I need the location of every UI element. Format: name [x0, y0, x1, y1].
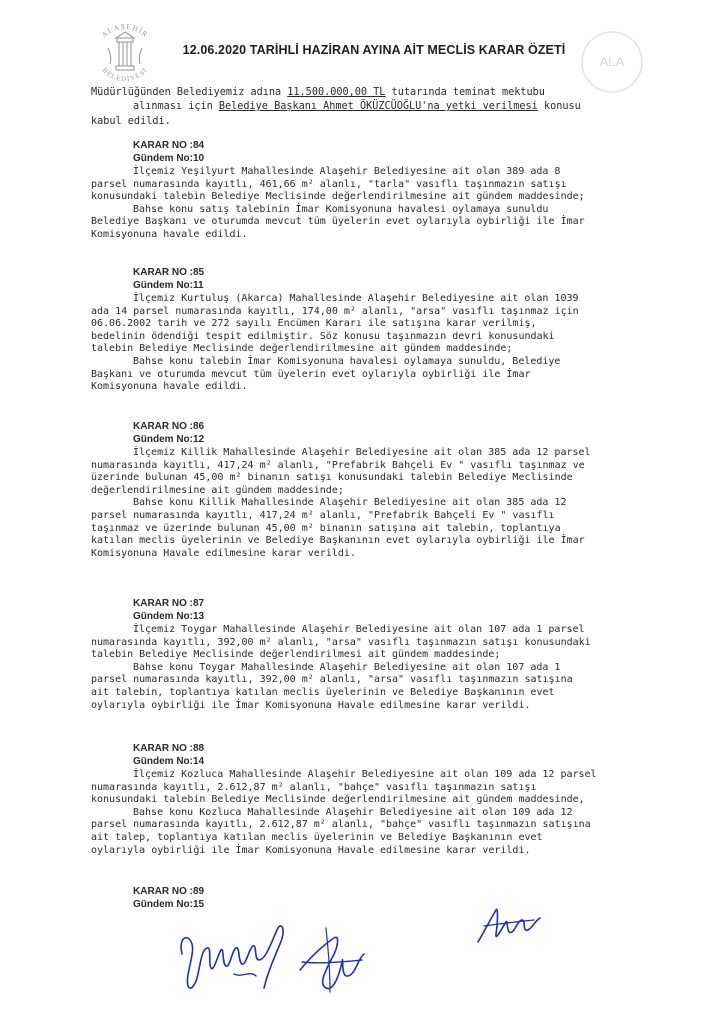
decision-line: numarasında kayıtlı, 417,24 m² alanlı, "Prefabrik Bahçeli Ev " vasıflı taşınmaz ve — [91, 459, 585, 471]
watermark-text: ALA — [599, 54, 625, 69]
agenda-number: Gündem No:14 — [133, 755, 205, 767]
document-title: 12.06.2020 TARİHLİ HAZİRAN AYINA AİT MECLİS KARAR ÖZETİ — [182, 43, 566, 57]
decision-line: Belediye Başkanı ve oturumda mevcut tüm üyelerin evet oylarıyla oybirliği ile İmar — [91, 216, 585, 228]
decision-line: parsel numarasında kayıtlı, 392,00 m² alanlı, "arsa" vasıflı taşınmazın satışına — [91, 674, 573, 686]
decision-line: taşınmaz ve üzerinde bulunan 45,00 m² binanın satışına ait talebin, toplantıya — [91, 522, 561, 534]
decision-line: katılan meclis üyelerinin ve Belediye Başkanının evet oylarıyla oybirliği ile İmar — [91, 535, 585, 547]
decision-line: Bahse konu Toygar Mahallesinde Alaşehir Belediyesine ait olan 107 ada 1 — [133, 661, 561, 673]
decision-line: İlçemiz Killik Mahallesinde Alaşehir Belediyesine ait olan 385 ada 12 parsel — [133, 447, 591, 458]
intro-paragraph — [91, 86, 631, 129]
decision-line: Bahse konu satış talebinin İmar Komisyonuna havalesi oylamaya sunuldu — [133, 203, 549, 215]
intro-line-1: Müdürlüğünden Belediyemiz adına 11.500.000,00 TL tutarında teminat mektubu — [91, 87, 545, 98]
decision-line: Bahse konu Killik Mahallesinde Alaşehir Belediyesine ait olan 385 ada 12 — [133, 497, 567, 509]
decision-line: ait talep, toplantıya katılan meclis üyelerinin ve Belediye Başkanının evet — [91, 831, 543, 843]
agenda-number: Gündem No:11 — [133, 279, 204, 291]
decision-line: Komisyonuna Havale edilmesine karar verildi. — [91, 547, 356, 559]
decision-number: KARAR NO :86 — [133, 421, 205, 432]
municipality-logo — [86, 18, 164, 84]
decision-line: parsel numarasında kayıtlı, 461,66 m² alanlı, "tarla" vasıflı taşınmazın satışı — [91, 178, 567, 190]
decision-85 — [91, 267, 639, 394]
decision-line: İlçemiz Kurtuluş (Akarca) Mahallesinde Alaşehir Belediyesine ait olan 1039 — [133, 293, 579, 304]
decision-line: oylarıyla oybirliği ile İmar Komisyonuna Havale edilmesine karar verildi. — [91, 699, 531, 711]
decision-89 — [91, 886, 639, 912]
decision-line: talebin Belediye Meclisinde değerlendirilmesine ait gündem maddesinde; — [91, 343, 513, 355]
decision-number: KARAR NO :85 — [133, 267, 205, 278]
decision-number: KARAR NO :89 — [133, 886, 205, 897]
decision-number: KARAR NO :87 — [133, 598, 205, 609]
decision-line: ada 14 parsel numarasında kayıtlı, 174,00 m² alanlı, "arsa" vasıflı taşınmaz için — [91, 305, 579, 317]
agenda-number: Gündem No:10 — [133, 152, 205, 164]
decision-line: numarasında kayıtlı, 2.612,87 m² alanlı, "bahçe" vasıflı taşınmazın satışı — [91, 781, 537, 793]
decision-line: talebin Belediye Meclisinde değerlendirilmesi ait gündem maddesinde; — [91, 649, 501, 661]
svg-text:ALAŞEHİR: ALAŞEHİR — [99, 21, 151, 40]
decision-line: Başkanı ve oturumda mevcut tüm üyelerin evet oylarıyla oybirliği ile İmar — [91, 368, 531, 380]
signature-1 — [176, 914, 294, 994]
signature-2 — [296, 918, 368, 994]
decision-line: 06.06.2002 tarih ve 272 sayılı Encümen Kararı ile satışına karar verilmiş, — [91, 318, 537, 330]
guarantee-amount: 11.500.000,00 TL — [287, 87, 386, 98]
decision-line: üzerinde bulunan 45,00 m² binanın satışı konusundaki talebin Belediye Meclisinde — [91, 472, 573, 484]
decision-line: İlçemiz Yeşilyurt Mahallesinde Alaşehir Belediyesine ait olan 389 ada 8 — [133, 166, 561, 177]
decision-line: parsel numarasında kayıtlı, 2.612,87 m² alanlı, "bahçe" vasıflı taşınmazın satışına — [91, 819, 591, 831]
decision-line: konusundaki talebin Belediye Meclisinde değerlendirilmesine ait gündem maddesinde; — [91, 191, 585, 203]
mayor-authorization: Belediye Başkanı Ahmet ÖKÜZCÜOĞLU'na yetki verilmesi — [218, 101, 538, 113]
intro-line-3: kabul edildi. — [91, 115, 171, 127]
decision-number: KARAR NO :88 — [133, 743, 205, 754]
decision-84 — [91, 140, 639, 242]
agenda-number: Gündem No:12 — [133, 433, 205, 445]
decision-line: ait talebin, toplantıya katılan meclis üyelerinin ve Belediye Başkanının evet — [91, 686, 555, 698]
signature-3 — [474, 902, 544, 950]
decision-line: Komisyonuna havale edildi. — [91, 228, 248, 240]
decision-86 — [91, 421, 639, 560]
decision-line: bedelinin ödendiği tespit edilmiştir. Söz konusu taşınmazın devri konusundaki — [91, 330, 555, 342]
agenda-number: Gündem No:13 — [133, 610, 205, 622]
decision-line: oylarıyla oybirliği ile İmar Komisyonuna Havale edilmesine karar verildi. — [91, 844, 531, 856]
decision-88 — [91, 743, 639, 857]
decision-line: Bahse konu Kozluca Mahallesinde Alaşehir Belediyesine ait olan 109 ada 12 — [133, 806, 573, 818]
decision-line: değerlendirilmesine ait gündem maddesinde; — [91, 484, 344, 496]
svg-text:BELEDİYESİ: BELEDİYESİ — [100, 66, 150, 84]
decision-line: konusundaki talebin Belediye Meclisinde değerlendirilmesine ait gündem maddesinde, — [91, 794, 585, 806]
decision-line: İlçemiz Kozluca Mahallesinde Alaşehir Belediyesine ait olan 109 ada 12 parsel — [133, 769, 597, 780]
decision-line: numarasında kayıtlı, 392,00 m² alanlı, "arsa" vasıflı taşınmazın satışı konusundaki — [91, 636, 591, 648]
decision-line: parsel numarasında kayıtlı, 417,24 m² alanlı, "Prefabrik Bahçeli Ev " vasıflı — [91, 509, 555, 521]
decision-line: Komisyonuna havale edildi. — [91, 381, 248, 393]
agenda-number: Gündem No:15 — [133, 898, 205, 910]
decision-87 — [91, 598, 639, 712]
decision-line: Bahse konu talebin İmar Komisyonuna havalesi oylamaya sunuldu, Belediye — [133, 355, 561, 367]
decision-number: KARAR NO :84 — [133, 140, 205, 151]
decision-line: İlçemiz Toygar Mahallesinde Alaşehir Belediyesine ait olan 107 ada 1 parsel — [133, 624, 585, 635]
intro-line-2: alınması için Belediye Başkanı Ahmet ÖKÜZCÜOĞLU'na yetki verilmesi konusu — [133, 101, 581, 113]
